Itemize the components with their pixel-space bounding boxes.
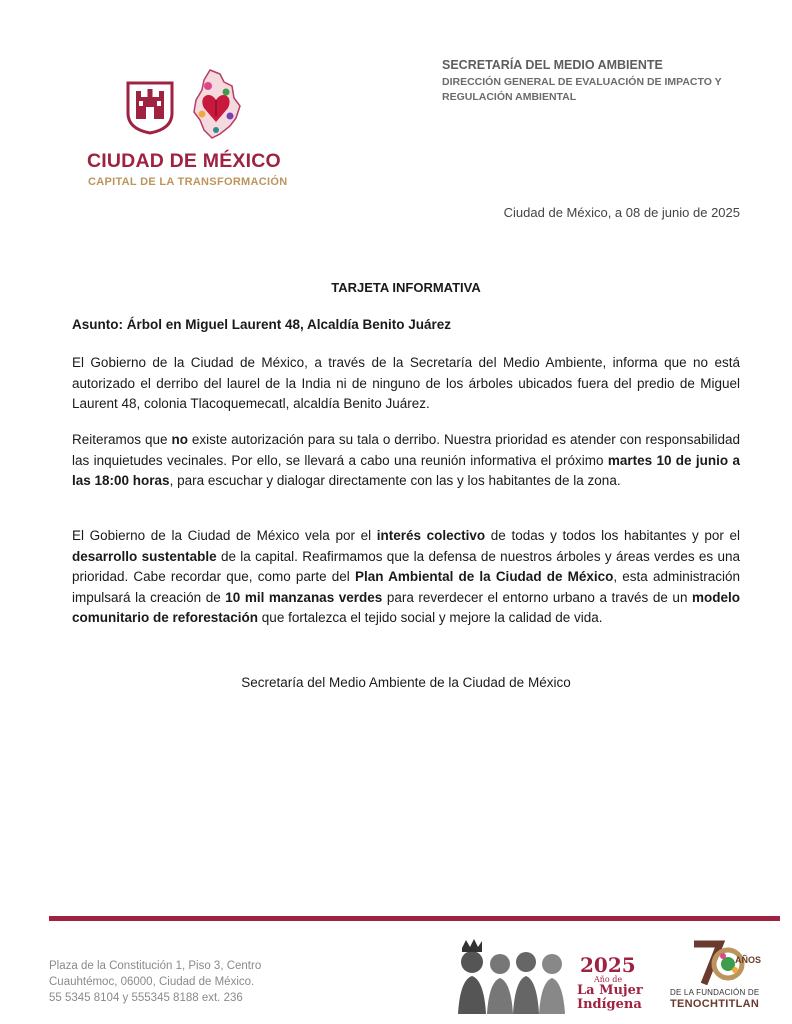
paragraph-3-text: El Gobierno de la Ciudad de México vela por el	[72, 528, 377, 543]
address-line: Plaza de la Constitución 1, Piso 3, Centro	[49, 960, 262, 972]
year-logo-line: La Mujer	[577, 983, 643, 998]
paragraph-3-bold: modelo comunitario de reforestación	[72, 589, 741, 625]
paragraph-2-text: Reiteramos que	[72, 432, 172, 447]
year-logo-number: 2025	[580, 953, 636, 977]
paragraph-2-text: existe autorización para su tala o derribo. Nuestra prioridad es atender con responsabilidad las inquietudes vecinales. Por ello, se llevará a cabo una reunión informativa el próximo	[72, 432, 740, 468]
document-heading: TARJETA INFORMATIVA	[331, 280, 481, 295]
paragraph-1: El Gobierno de la Ciudad de México, a través de la Secretaría del Medio Ambiente, informa que no está autorizado el derribo del laurel de la India ni de ninguno de los árboles ubicados fuera del predio de Miguel Laurent 48, colonia Tlacoquemecatl, alcaldía Benito Juárez.	[72, 355, 740, 411]
indigenous-women-portraits-icon	[456, 938, 574, 1014]
paragraph-2-bold: martes 10 de junio a las 18:00 horas	[72, 452, 740, 488]
agency-name: SECRETARÍA DEL MEDIO AMBIENTE	[442, 58, 663, 72]
paragraph-3-bold: Plan Ambiental de la Ciudad de México	[354, 569, 614, 584]
address-line: 55 5345 8104 y 555345 8188 ext. 236	[49, 992, 243, 1004]
cdmx-shield-icon	[124, 79, 176, 135]
cdmx-map-heart-icon	[190, 68, 242, 140]
year-logo-text	[577, 984, 643, 1012]
signature-line: Secretaría del Medio Ambiente de la Ciudad de México	[241, 675, 571, 690]
paragraph-3-text: de todas y todos los habitantes y por el	[485, 528, 741, 543]
footer-address	[49, 958, 261, 1006]
subject-line: Asunto: Árbol en Miguel Laurent 48, Alcaldía Benito Juárez	[72, 317, 452, 332]
paragraph-2	[72, 430, 740, 492]
anniv-line-1: DE LA FUNDACIÓN DE	[670, 988, 760, 997]
paragraph-3-bold: 10 mil manzanas verdes	[225, 589, 383, 605]
address-line: Cuauhtémoc, 06000, Ciudad de México.	[49, 976, 255, 988]
date-line: Ciudad de México, a 08 de junio de 2025	[503, 205, 740, 220]
anniv-years-label: AÑOS	[735, 955, 762, 965]
paragraph-3	[72, 526, 740, 629]
brand-subtitle: CAPITAL DE LA TRANSFORMACIÓN	[88, 176, 288, 188]
paragraph-3-text: de la capital. Reafirmamos que la defensa de nuestros árboles y áreas verdes es una prioridad. Cabe recordar que, como parte del	[72, 548, 741, 584]
year-logo-line: Indígena	[577, 997, 642, 1012]
paragraph-3-text: que fortalezca el tejido social y mejore la calidad de vida.	[258, 610, 603, 625]
paragraph-3-bold: interés colectivo	[376, 528, 486, 543]
paragraph-2-bold: no	[171, 432, 188, 447]
paragraph-3-text: para reverdecer el entorno urbano a través de un	[382, 589, 692, 605]
paragraph-3-bold: desarrollo sustentable	[72, 548, 217, 564]
brand-title: CIUDAD DE MÉXICO	[87, 150, 281, 172]
paragraph-2-text: , para escuchar y dialogar directamente con las y los habitantes de la zona.	[169, 473, 621, 488]
directorate-name: DIRECCIÓN GENERAL DE EVALUACIÓN DE IMPACTO Y REGULACIÓN AMBIENTAL	[442, 76, 722, 103]
anniv-line-2: TENOCHTITLAN	[670, 998, 760, 1010]
year-logo-sub: Año de	[594, 975, 623, 984]
paragraph-3-text: , esta administración impulsará la creación de	[72, 569, 740, 605]
footer-divider	[49, 916, 780, 921]
